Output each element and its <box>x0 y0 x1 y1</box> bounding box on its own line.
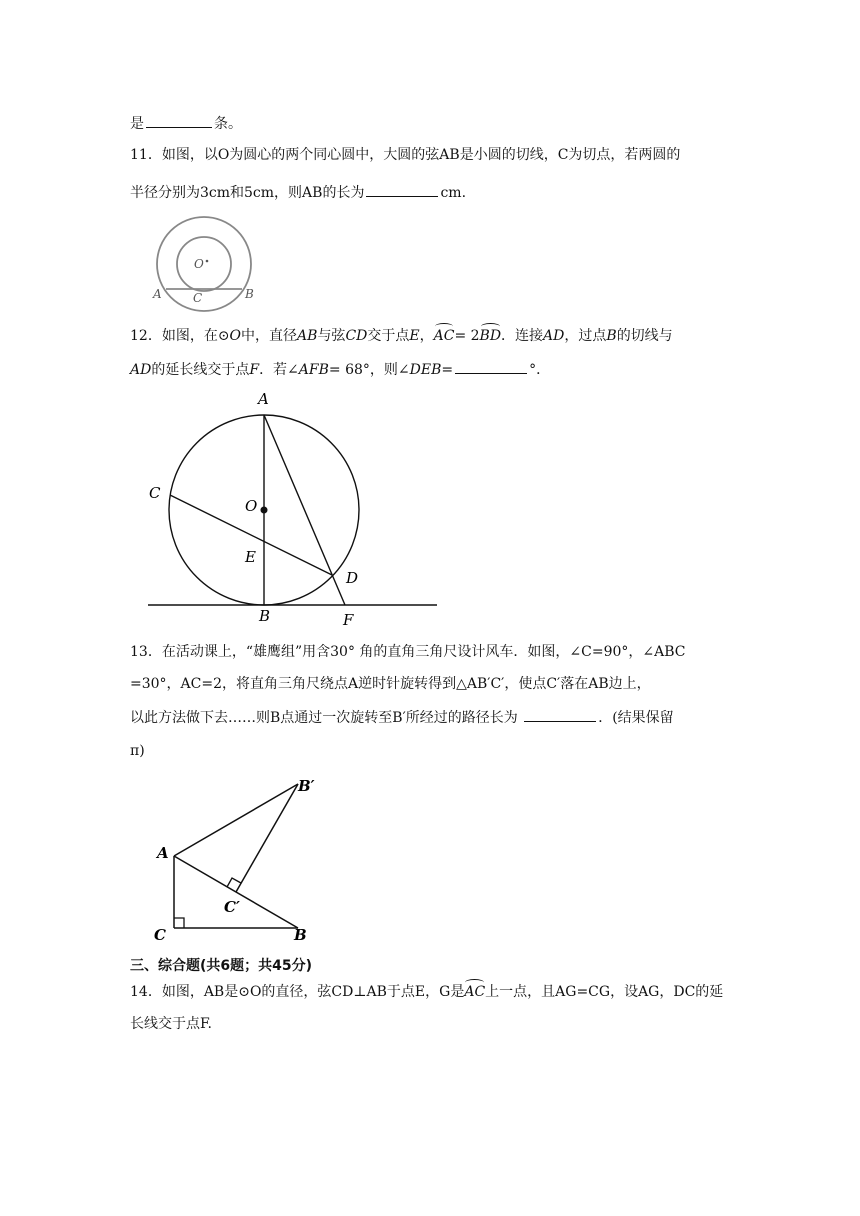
q13-line-1: 13．在活动课上，“雄鹰组”用含30° 角的直角三角尺设计风车．如图，∠C=90°，∠ABC <box>130 644 686 660</box>
q13-figure <box>140 770 340 945</box>
q13-line-3-post: ．(结果保留 <box>598 710 674 726</box>
q12-label-o: O <box>245 497 258 515</box>
q11-small-circle <box>177 237 231 291</box>
q12-label-d: D <box>346 569 359 587</box>
q11-line-2 <box>130 182 466 203</box>
q14-line-2: 长线交于点F. <box>130 1016 212 1032</box>
q11-label-b: B <box>245 287 254 301</box>
q10-tail-line <box>130 113 242 134</box>
q12-text: = 68°，则∠ <box>328 362 410 378</box>
q12-text: °． <box>529 362 551 378</box>
section-3-heading: 三、综合题(共6题；共45分) <box>130 958 313 974</box>
q12-text: ，过点 <box>564 328 607 344</box>
q13-line-3-pre: 以此方法做下去……则B点通过一次旋转至B′所经过的路径长为 <box>130 710 523 726</box>
q12-center-dot <box>261 507 268 514</box>
q12-var: AD <box>130 362 152 378</box>
q11-large-circle <box>157 217 251 311</box>
q12-label-c: C <box>149 484 161 502</box>
q13-label-b: B <box>294 926 307 944</box>
q11-label-c: C <box>193 291 203 305</box>
q10-answer-blank[interactable] <box>146 113 212 128</box>
q12-line-2 <box>130 359 550 380</box>
q12-text: = 2 <box>454 328 480 344</box>
q12-line-1 <box>130 326 673 346</box>
q13-label-bp: B′ <box>298 777 315 795</box>
q12-arc-ac: AC <box>433 328 455 344</box>
q13-answer-blank[interactable] <box>524 707 596 722</box>
q12-text: 12．如图，在⊙ <box>130 328 230 344</box>
q13-label-cp: C′ <box>224 898 240 916</box>
q14-text: 14．如图，AB是⊙O的直径，弦CD⊥AB于点E，G是 <box>130 984 465 1000</box>
q11-line-1: 11．如图，以O为圆心的两个同心圆中，大圆的弦AB是小圆的切线，C为切点，若两圆的 <box>130 147 681 163</box>
q12-label-e: E <box>245 548 256 566</box>
q13-line-2: =30°，AC=2，将直角三角尺绕点A逆时针旋转得到△AB′C′，使点C′落在AB边上， <box>130 676 651 692</box>
q12-text: ．若∠ <box>259 362 299 378</box>
q10-post: 条。 <box>214 116 242 132</box>
q13-line-4: π) <box>130 743 145 759</box>
q12-var: CD <box>345 328 368 344</box>
q11-answer-blank[interactable] <box>366 182 438 197</box>
q12-figure <box>0 385 460 630</box>
q12-var: F <box>249 362 260 378</box>
q12-var: AFB <box>298 362 329 378</box>
q14-line-1 <box>130 982 723 1002</box>
q10-pre: 是 <box>130 116 144 132</box>
q12-line-af <box>264 415 345 605</box>
q13-label-a: A <box>157 844 169 862</box>
q12-answer-blank[interactable] <box>455 359 527 374</box>
q12-text: ， <box>419 328 434 344</box>
q12-text: 的切线与 <box>616 328 673 344</box>
q12-var: E <box>409 328 420 344</box>
q12-arc-bd: BD <box>479 328 502 344</box>
q11-figure <box>150 218 270 308</box>
q12-text: = <box>441 362 454 378</box>
q11-label-o: O <box>194 257 204 271</box>
q12-text: 的延长线交于点 <box>151 362 250 378</box>
q13-line-abp <box>174 784 298 856</box>
q14-arc-ac: AC <box>464 984 486 1000</box>
q12-label-f: F <box>343 611 354 629</box>
q12-var: AB <box>297 328 318 344</box>
q11-line-2-post: cm. <box>440 185 467 201</box>
q14-text: 上一点，且AG=CG，设AG，DC的延 <box>485 984 724 1000</box>
q12-text: 与弦 <box>317 328 346 344</box>
q12-var: DEB <box>409 362 442 378</box>
q12-text: 交于点 <box>367 328 410 344</box>
q13-right-angle-c <box>174 918 184 928</box>
q12-label-b: B <box>259 607 271 625</box>
q12-label-a: A <box>258 390 269 408</box>
q12-var: AD <box>543 328 565 344</box>
q11-label-a: A <box>153 287 162 301</box>
q12-var: B <box>606 328 617 344</box>
q13-label-c: C <box>154 926 166 944</box>
q11-center-dot <box>206 260 209 263</box>
q13-line-bpcp <box>236 784 298 892</box>
q12-text: 中，直径 <box>241 328 298 344</box>
q13-line-3 <box>130 707 674 728</box>
q12-text: ．连接 <box>501 328 544 344</box>
q11-line-2-pre: 半径分别为3cm和5cm，则AB的长为 <box>130 185 365 201</box>
q12-var: O <box>229 328 242 344</box>
